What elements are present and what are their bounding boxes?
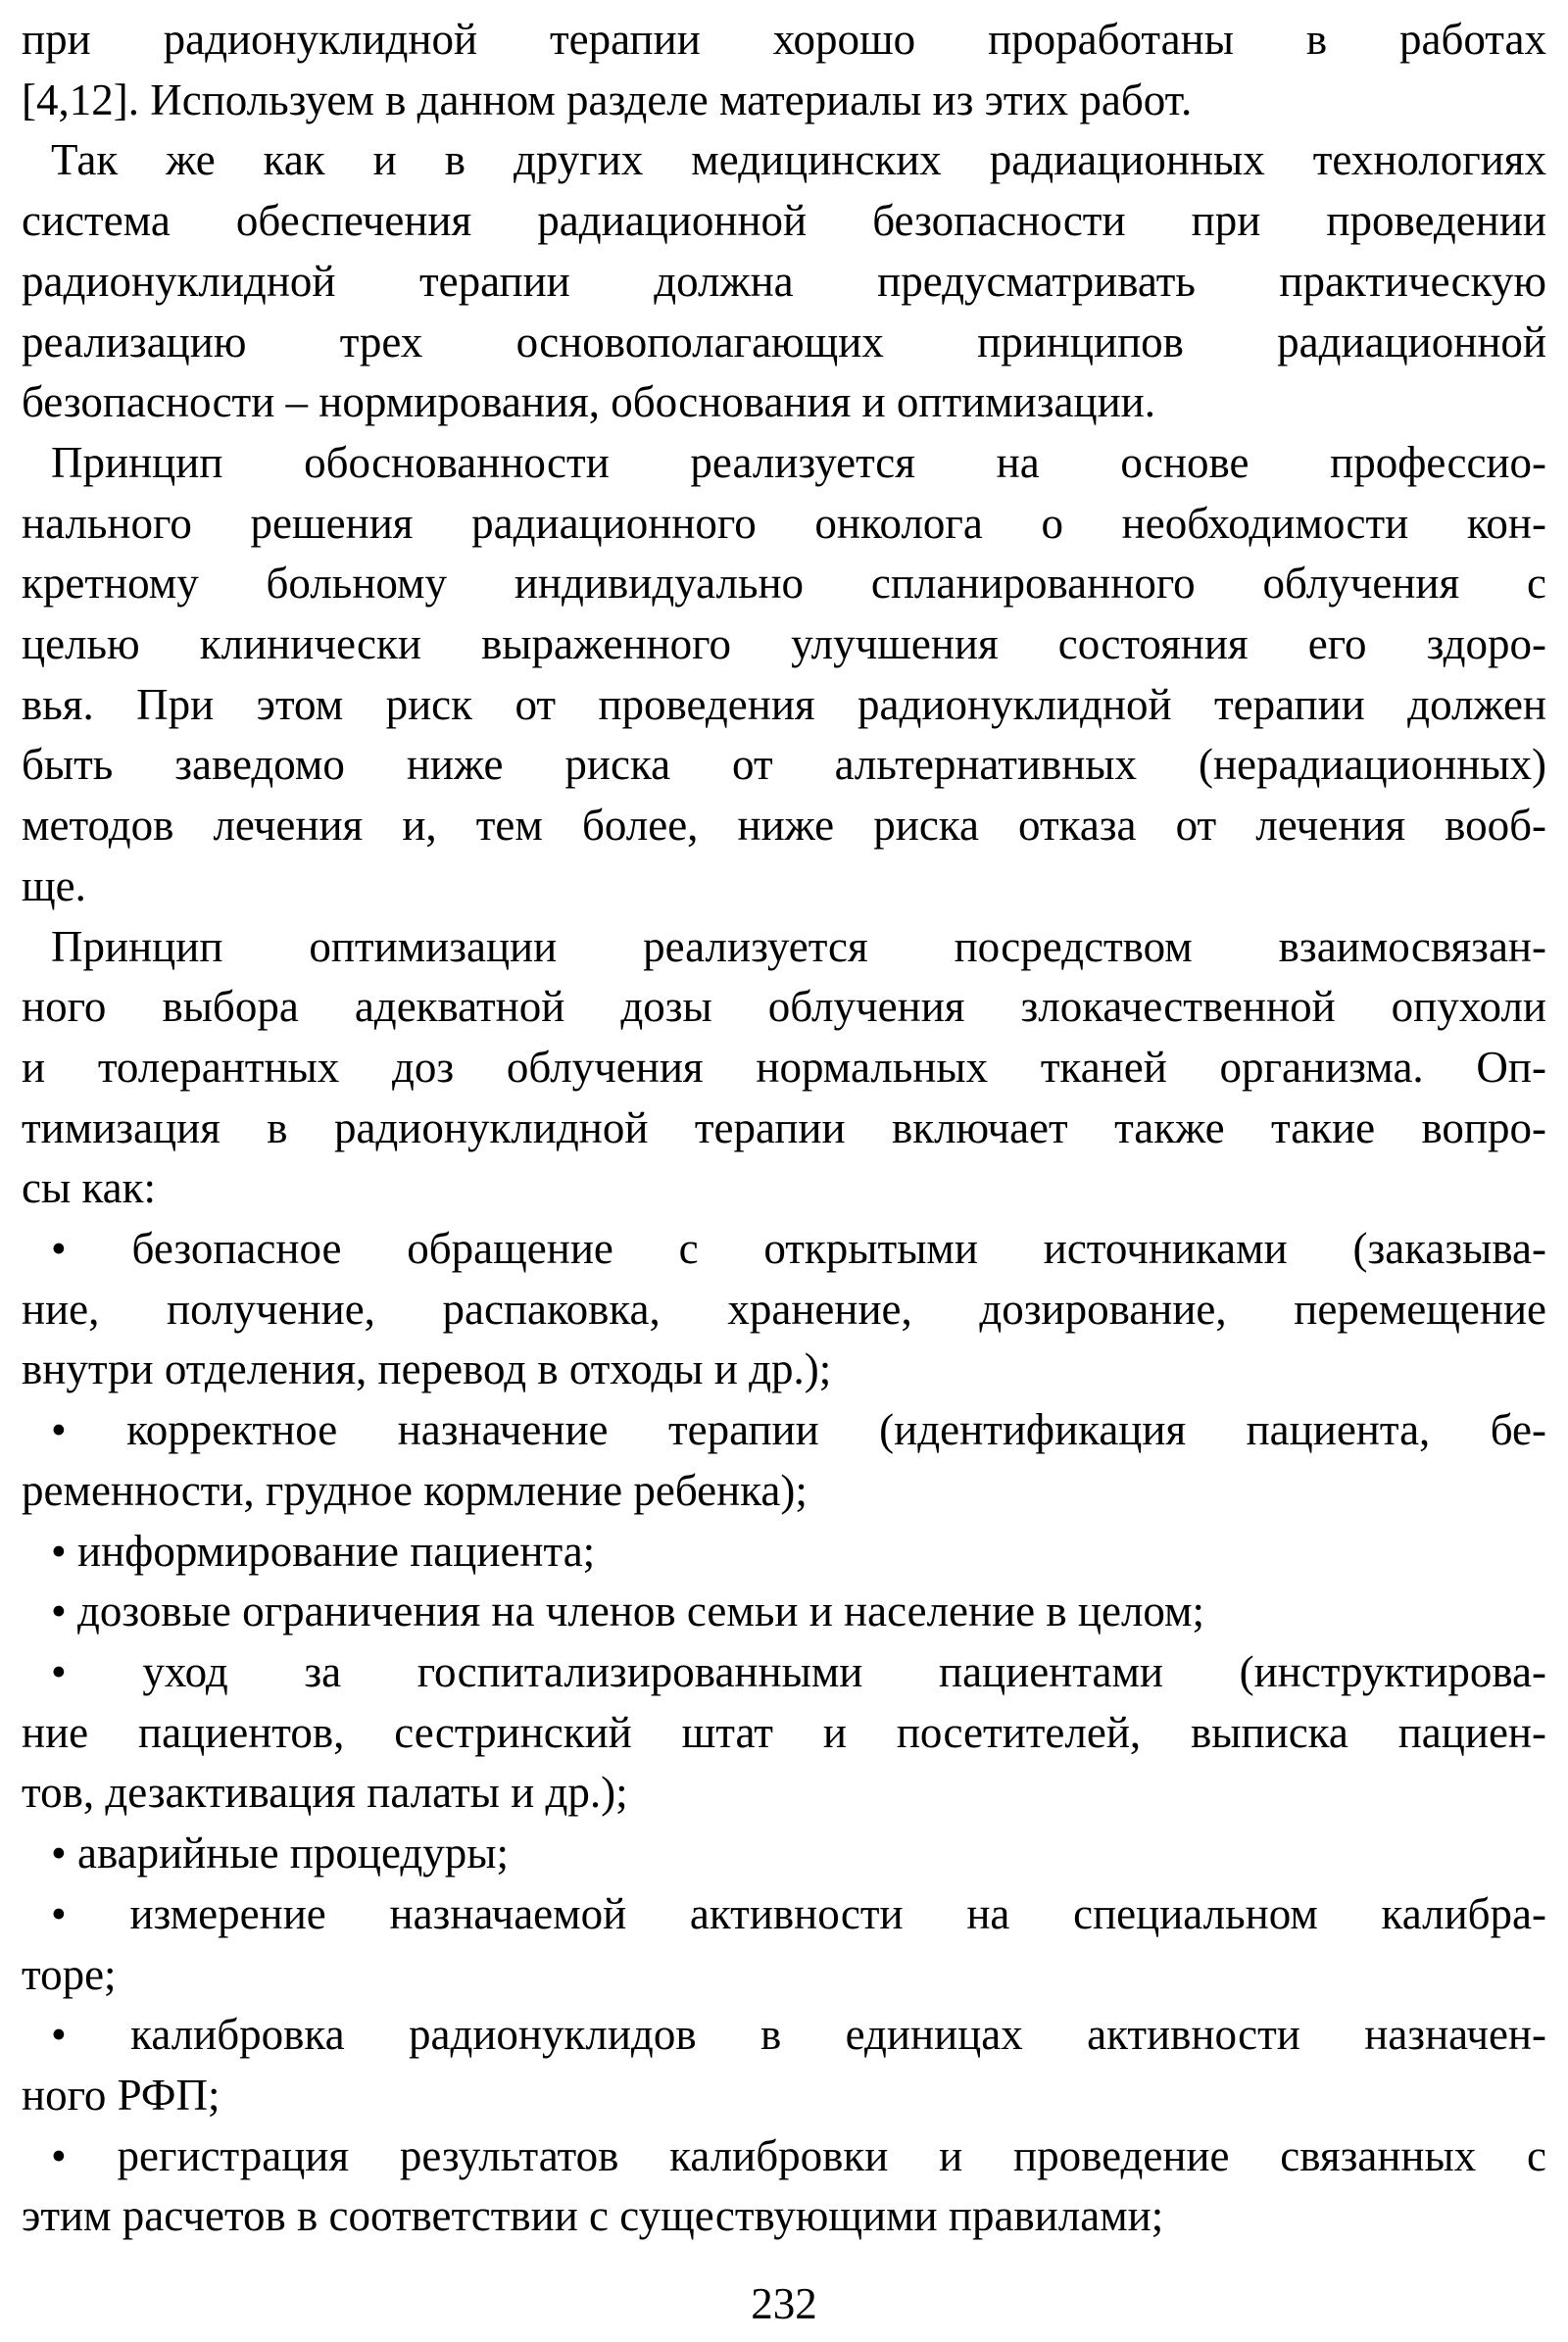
text-line: торе; bbox=[22, 1949, 117, 1999]
text-line: этим расчетов в соответствии с существующими правилами; bbox=[22, 2191, 1164, 2241]
text-line: ного РФП; bbox=[22, 2070, 220, 2120]
bullet-line: • калибровка радионуклидов в единицах активности назначен- bbox=[51, 2010, 1546, 2060]
text-line: сы как: bbox=[22, 1163, 156, 1213]
text-line: и толерантных доз облучения нормальных тканей организма. Оп- bbox=[22, 1042, 1546, 1092]
bullet-line: • дозовые ограничения на членов семьи и население в целом; bbox=[51, 1586, 1205, 1636]
text-line: кретному больному индивидуально спланированного облучения с bbox=[22, 559, 1546, 609]
bullet-line: • аварийные процедуры; bbox=[51, 1829, 509, 1878]
bullet-line: • информирование пациента; bbox=[51, 1526, 596, 1576]
text-line: [4,12]. Используем в данном разделе материалы из этих работ. bbox=[22, 74, 1193, 124]
text-line: безопасности – нормирования, обоснования и оптимизации. bbox=[22, 377, 1156, 427]
text-line: тов, дезактивация палаты и др.); bbox=[22, 1768, 628, 1818]
bullet-line: • безопасное обращение с открытыми источниками (заказыва- bbox=[51, 1224, 1546, 1274]
text-line: Принцип оптимизации реализуется посредством взаимосвязан- bbox=[51, 921, 1546, 971]
bullet-line: • корректное назначение терапии (идентификация пациента, бе- bbox=[51, 1405, 1546, 1455]
text-line: ременности, грудное кормление ребенка); bbox=[22, 1465, 808, 1515]
text-line: радионуклидной терапии должна предусматривать практическую bbox=[22, 256, 1546, 306]
page-number: 232 bbox=[751, 2279, 817, 2328]
text-line: при радионуклидной терапии хорошо проработаны в работах bbox=[22, 15, 1546, 64]
text-line: методов лечения и, тем более, ниже риска отказа от лечения вооб- bbox=[22, 801, 1546, 851]
text-line: ще. bbox=[22, 860, 86, 910]
text-line: быть заведомо ниже риска от альтернативных (нерадиационных) bbox=[22, 740, 1546, 790]
text-line: реализацию трех основополагающих принципов радиационной bbox=[22, 317, 1546, 366]
bullet-line: • уход за госпитализированными пациентами (инструктирова- bbox=[51, 1646, 1546, 1696]
text-line: внутри отделения, перевод в отходы и др.); bbox=[22, 1344, 832, 1394]
text-line: тимизация в радионуклидной терапии включает также такие вопро- bbox=[22, 1102, 1546, 1152]
text-line: система обеспечения радиационной безопасности при проведении bbox=[22, 196, 1546, 246]
text-line: Так же как и в других медицинских радиационных технологиях bbox=[51, 135, 1546, 185]
bullet-line: • измерение назначаемой активности на специальном калибра- bbox=[51, 1888, 1546, 1938]
text-line: ного выбора адекватной дозы облучения злокачественной опухоли bbox=[22, 982, 1546, 1032]
text-line: целью клинически выраженного улучшения состояния его здоро- bbox=[22, 619, 1546, 669]
bullet-line: • регистрация результатов калибровки и проведение связанных с bbox=[51, 2130, 1546, 2180]
text-line: Принцип обоснованности реализуется на основе профессио- bbox=[51, 437, 1546, 487]
text-line: ние, получение, распаковка, хранение, дозирование, перемещение bbox=[22, 1284, 1546, 1334]
text-line: ние пациентов, сестринский штат и посетителей, выписка пациен- bbox=[22, 1707, 1546, 1757]
body-text bbox=[22, 10, 1546, 2247]
text-line: вья. При этом риск от проведения радионуклидной терапии должен bbox=[22, 679, 1546, 729]
text-line: нального решения радиационного онколога о необходимости кон- bbox=[22, 498, 1546, 548]
